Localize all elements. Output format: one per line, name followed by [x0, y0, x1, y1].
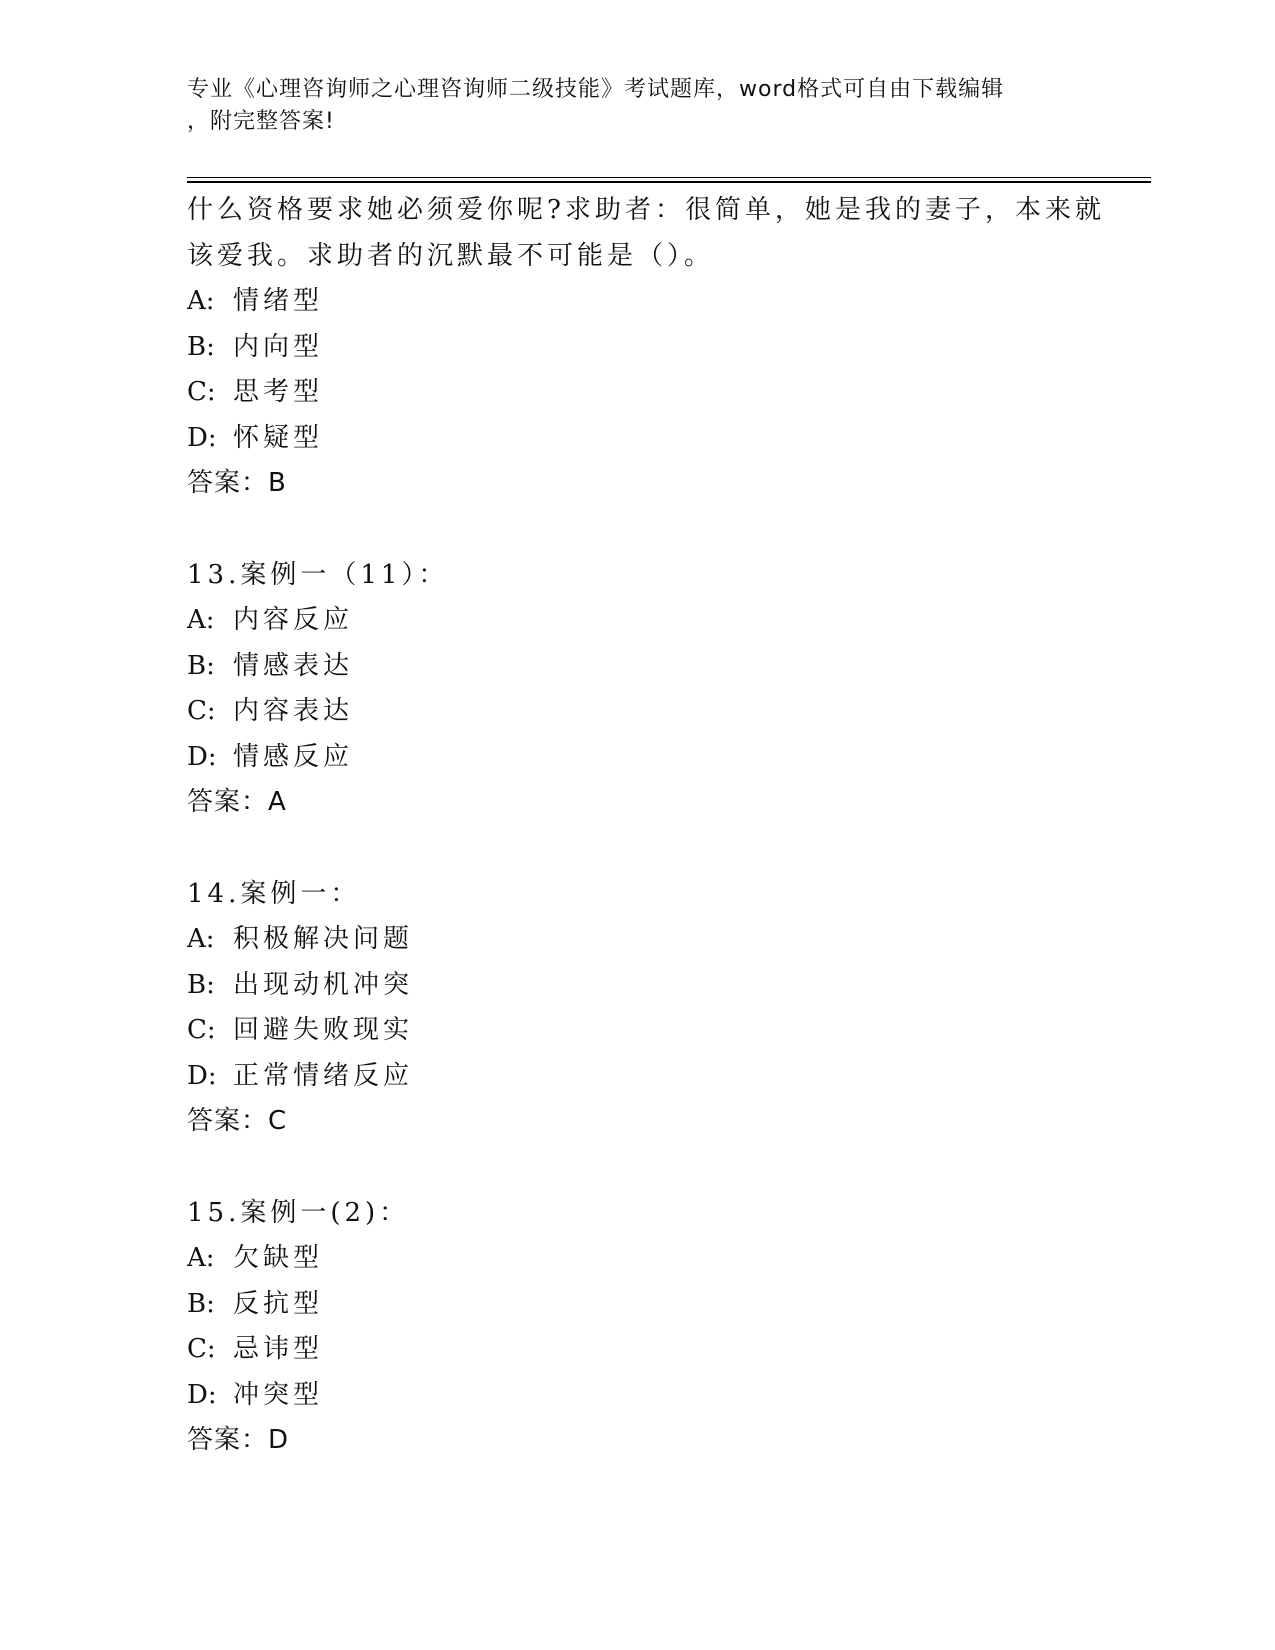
answer-line: 答案：B — [187, 468, 287, 498]
header-divider-thin — [187, 177, 1151, 178]
header-divider-thick — [187, 181, 1151, 183]
question-list — [187, 188, 1127, 1464]
question-spacer — [187, 507, 1127, 553]
answer-line: 答案：A — [187, 787, 287, 817]
option-key: D: — [187, 1060, 217, 1091]
option-b — [187, 1282, 1127, 1328]
option-a — [187, 917, 1127, 963]
option-key: A: — [187, 286, 215, 316]
question-block-13 — [187, 553, 1127, 826]
question-block-14 — [187, 872, 1127, 1145]
question-spacer — [187, 1145, 1127, 1191]
option-key: B: — [187, 1288, 215, 1319]
option-text: 怀疑型 — [233, 422, 324, 453]
option-c — [187, 1008, 1127, 1054]
option-key: D: — [187, 741, 217, 772]
option-text: 内容表达 — [233, 696, 354, 726]
option-d — [187, 735, 1127, 781]
option-c — [187, 689, 1127, 735]
option-key: A: — [187, 1243, 215, 1273]
option-key: C: — [187, 1334, 216, 1364]
option-key: C: — [187, 1015, 216, 1045]
option-text: 情感反应 — [233, 741, 354, 772]
option-key: B: — [187, 969, 215, 1000]
option-text: 内向型 — [233, 331, 324, 362]
option-key: A: — [187, 605, 215, 635]
option-text: 内容反应 — [233, 605, 354, 635]
option-text: 出现动机冲突 — [233, 969, 414, 1000]
option-text: 欠缺型 — [233, 1243, 324, 1273]
option-text: 情感表达 — [233, 650, 354, 681]
option-text: 冲突型 — [233, 1379, 324, 1410]
question-stem: 15.案例一(2)： — [187, 1197, 410, 1228]
question-block-15 — [187, 1191, 1127, 1464]
question-stem: 13.案例一（11）： — [187, 559, 449, 590]
option-d — [187, 1054, 1127, 1100]
option-text: 情绪型 — [233, 286, 324, 316]
question-stem: 14.案例一： — [187, 878, 361, 909]
question-block-continued — [187, 188, 1127, 507]
option-text: 反抗型 — [233, 1288, 324, 1319]
option-a — [187, 598, 1127, 644]
answer-line: 答案：C — [187, 1106, 288, 1136]
option-key: B: — [187, 650, 215, 681]
option-text: 回避失败现实 — [233, 1015, 414, 1045]
option-key: A: — [187, 924, 215, 954]
option-key: C: — [187, 377, 216, 407]
document-header — [187, 74, 1067, 138]
option-text: 积极解决问题 — [233, 924, 414, 954]
answer-line: 答案：D — [187, 1425, 290, 1455]
question-spacer — [187, 826, 1127, 872]
option-c — [187, 1327, 1127, 1373]
option-b — [187, 325, 1127, 371]
option-c — [187, 370, 1127, 416]
option-key: D: — [187, 1379, 217, 1410]
option-key: C: — [187, 696, 216, 726]
option-text: 正常情绪反应 — [233, 1060, 414, 1091]
header-title-line: 专业《心理咨询师之心理咨询师二级技能》考试题库，word格式可自由下载编辑 — [187, 77, 1005, 102]
option-b — [187, 644, 1127, 690]
option-a — [187, 1236, 1127, 1282]
option-d — [187, 1373, 1127, 1419]
option-text: 忌讳型 — [233, 1334, 324, 1364]
option-text: 思考型 — [233, 377, 324, 407]
option-key: D: — [187, 422, 217, 453]
option-key: B: — [187, 331, 215, 362]
header-subtitle-line: ，附完整答案! — [187, 109, 335, 134]
option-d — [187, 416, 1127, 462]
question-stem-line: 该爱我。求助者的沉默最不可能是（）。 — [187, 240, 715, 271]
option-b — [187, 963, 1127, 1009]
option-a — [187, 279, 1127, 325]
question-stem-line: 什么资格要求她必须爱你呢?求助者：很简单，她是我的妻子，本来就 — [187, 195, 1105, 225]
